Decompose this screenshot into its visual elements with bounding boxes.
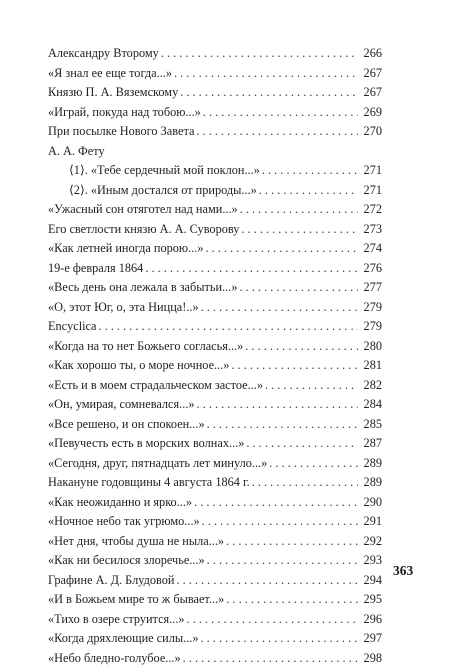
- toc-entry-page: 284: [360, 395, 382, 415]
- toc-entry: [48, 395, 382, 415]
- toc-entry-title: «Когда дряхлеющие силы...»: [48, 629, 199, 649]
- toc-entry-page: 274: [360, 239, 382, 259]
- toc-entry-page: 271: [360, 181, 382, 201]
- toc-dot-leader: [207, 415, 358, 435]
- toc-entry-title: «Нет дня, чтобы душа не ныла...»: [48, 532, 224, 552]
- toc-entry: [48, 278, 382, 298]
- toc-entry: [48, 415, 382, 435]
- toc-dot-leader: [262, 161, 358, 181]
- toc-entry-title: При посылке Нового Завета: [48, 122, 194, 142]
- toc-entry-page: 289: [360, 473, 382, 493]
- toc-entry: [48, 220, 382, 240]
- toc-dot-leader: [176, 571, 358, 591]
- toc-entry-title: Его светлости князю А. А. Суворову: [48, 220, 239, 240]
- toc-entry-title: Encyclica: [48, 317, 96, 337]
- toc-entry: [48, 376, 382, 396]
- toc-entry-title: «Все решено, и он спокоен...»: [48, 415, 205, 435]
- toc-entry-title: «Как ни бесилося злоречье...»: [48, 551, 205, 571]
- toc-entry: [48, 44, 382, 64]
- toc-dot-leader: [194, 493, 358, 513]
- toc-entry-title: Александру Второму: [48, 44, 159, 64]
- toc-entry-page: 290: [360, 493, 382, 513]
- toc-entry-page: 280: [360, 337, 382, 357]
- toc-entry: [48, 551, 382, 571]
- toc-entry: [48, 200, 382, 220]
- toc-entry-page: 296: [360, 610, 382, 630]
- toc-dot-leader: [174, 64, 358, 84]
- toc-entry-page: 292: [360, 532, 382, 552]
- toc-entry: [48, 590, 382, 610]
- toc-entry-title: «Сегодня, друг, пятнадцать лет минуло...»: [48, 454, 267, 474]
- toc-entry-title: «Небо бледно-голубое...»: [48, 649, 181, 668]
- toc-dot-leader: [265, 376, 358, 396]
- toc-entry: [48, 239, 382, 259]
- toc-dot-leader: [187, 610, 358, 630]
- toc-entry-page: 282: [360, 376, 382, 396]
- toc-entry-title: «Как хорошо ты, о море ночное...»: [48, 356, 229, 376]
- toc-entry: [48, 337, 382, 357]
- toc-entry-page: 269: [360, 103, 382, 123]
- toc-dot-leader: [226, 590, 358, 610]
- toc-dot-leader: [98, 317, 358, 337]
- toc-entry-page: 279: [360, 317, 382, 337]
- toc-entry-page: 267: [360, 83, 382, 103]
- toc-entry: [48, 356, 382, 376]
- toc-entry-title: «Весь день она лежала в забытьи...»: [48, 278, 237, 298]
- toc-entry: [48, 122, 382, 142]
- toc-entry: [48, 298, 382, 318]
- toc-dot-leader: [183, 649, 358, 668]
- toc-entry-page: 295: [360, 590, 382, 610]
- toc-entry-title: «Тихо в озере струится...»: [48, 610, 185, 630]
- toc-entry-title: «Как летней иногда порою...»: [48, 239, 203, 259]
- toc-entry: [48, 493, 382, 513]
- toc-entry-page: 297: [360, 629, 382, 649]
- toc-entry-page: 298: [360, 649, 382, 668]
- toc-entry: [48, 434, 382, 454]
- toc-entry: [48, 454, 382, 474]
- toc-entry-title: «Ужасный сон отяготел над нами...»: [48, 200, 238, 220]
- toc-dot-leader: [239, 278, 358, 298]
- toc-dot-leader: [201, 629, 359, 649]
- toc-entry-title: «Играй, покуда над тобою...»: [48, 103, 201, 123]
- toc-entry-page: 287: [360, 434, 382, 454]
- toc-entry: [48, 610, 382, 630]
- toc-entry: [48, 512, 382, 532]
- toc-entry-page: 271: [360, 161, 382, 181]
- toc-entry: [48, 83, 382, 103]
- toc-entry-page: 294: [360, 571, 382, 591]
- toc-entry-title: ⟨2⟩. «Иным достался от природы...»: [69, 181, 257, 201]
- toc-entry: [48, 181, 382, 201]
- toc-dot-leader: [203, 103, 358, 123]
- toc-entry-page: 266: [360, 44, 382, 64]
- toc-entry-page: 285: [360, 415, 382, 435]
- toc-dot-leader: [197, 395, 358, 415]
- toc-entry: [48, 649, 382, 668]
- toc-entry-title: А. А. Фету: [48, 142, 105, 162]
- toc-entry-page: 272: [360, 200, 382, 220]
- toc-entry: [48, 317, 382, 337]
- toc-entry-title: «И в Божьем мире то ж бывает...»: [48, 590, 224, 610]
- toc-entry: [48, 473, 382, 493]
- toc-entry-page: 277: [360, 278, 382, 298]
- toc-entry: [48, 259, 382, 279]
- toc-entry-page: 281: [360, 356, 382, 376]
- toc-dot-leader: [202, 512, 358, 532]
- table-of-contents: [48, 44, 382, 668]
- toc-dot-leader: [240, 200, 358, 220]
- toc-entry-title: «О, этот Юг, о, эта Ницца!..»: [48, 298, 199, 318]
- toc-entry-title: «Есть и в моем страдальческом застое...»: [48, 376, 263, 396]
- toc-entry-page: 276: [360, 259, 382, 279]
- toc-entry-page: 291: [360, 512, 382, 532]
- toc-entry: [48, 532, 382, 552]
- toc-dot-leader: [252, 473, 358, 493]
- toc-entry-title: «Певучесть есть в морских волнах...»: [48, 434, 244, 454]
- toc-dot-leader: [145, 259, 358, 279]
- toc-entry: [48, 629, 382, 649]
- toc-entry: [48, 64, 382, 84]
- toc-entry-page: 293: [360, 551, 382, 571]
- toc-entry-page: 273: [360, 220, 382, 240]
- toc-dot-leader: [259, 181, 358, 201]
- toc-entry-title: Накануне годовщины 4 августа 1864 г.: [48, 473, 250, 493]
- toc-dot-leader: [180, 83, 358, 103]
- toc-dot-leader: [196, 122, 358, 142]
- toc-dot-leader: [269, 454, 358, 474]
- toc-entry-title: Князю П. А. Вяземскому: [48, 83, 178, 103]
- toc-entry-title: ⟨1⟩. «Тебе сердечный мой поклон...»: [69, 161, 260, 181]
- toc-dot-leader: [161, 44, 358, 64]
- toc-entry-title: «Я знал ее еще тогда...»: [48, 64, 172, 84]
- toc-dot-leader: [226, 532, 358, 552]
- toc-entry-page: 270: [360, 122, 382, 142]
- toc-entry-title: «Когда на то нет Божьего согласья...»: [48, 337, 243, 357]
- toc-entry: [48, 571, 382, 591]
- toc-entry-page: 279: [360, 298, 382, 318]
- toc-entry: [48, 161, 382, 181]
- toc-dot-leader: [241, 220, 358, 240]
- toc-dot-leader: [201, 298, 358, 318]
- toc-dot-leader: [205, 239, 358, 259]
- toc-entry-title: «Ночное небо так угрюмо...»: [48, 512, 200, 532]
- toc-entry: [48, 103, 382, 123]
- page-number: 363: [393, 561, 413, 581]
- toc-entry-title: 19-е февраля 1864: [48, 259, 143, 279]
- toc-dot-leader: [246, 434, 358, 454]
- toc-entry-title: «Он, умирая, сомневался...»: [48, 395, 195, 415]
- toc-entry-title: «Как неожиданно и ярко...»: [48, 493, 192, 513]
- toc-dot-leader: [231, 356, 358, 376]
- toc-dot-leader: [207, 551, 358, 571]
- toc-entry-page: 267: [360, 64, 382, 84]
- toc-entry-page: 289: [360, 454, 382, 474]
- toc-entry-title: Графине А. Д. Блудовой: [48, 571, 174, 591]
- toc-entry: [48, 142, 382, 162]
- toc-dot-leader: [245, 337, 358, 357]
